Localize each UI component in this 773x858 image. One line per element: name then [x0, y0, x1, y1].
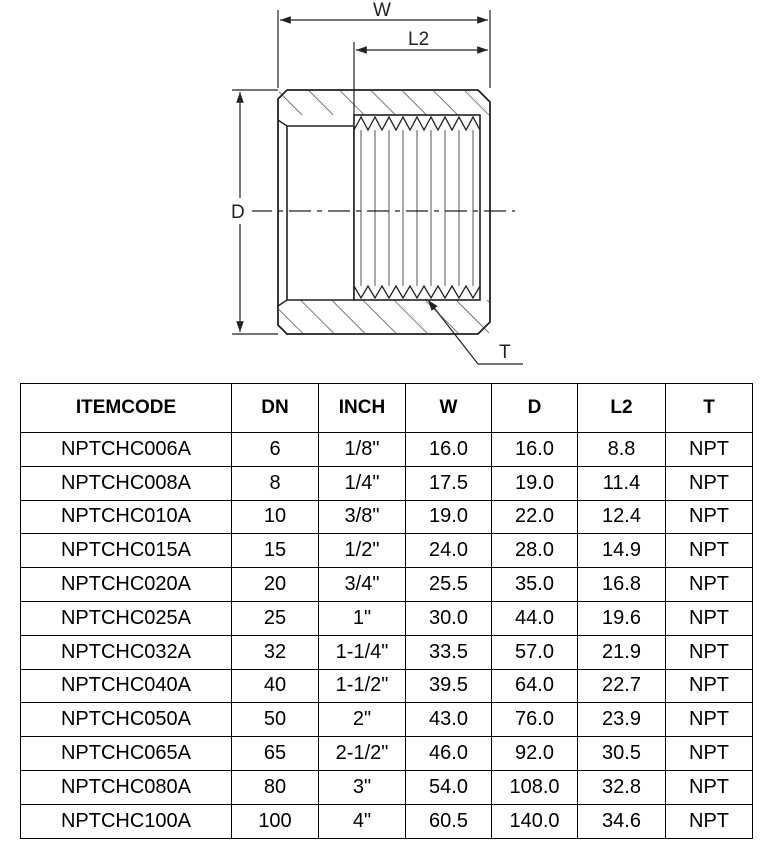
- cell-itemcode: NPTCHC065A: [21, 737, 232, 771]
- cell-inch: 4": [319, 804, 406, 838]
- cell-dn: 15: [232, 534, 319, 568]
- cell-t: NPT: [666, 500, 753, 534]
- cell-w: 46.0: [406, 737, 492, 771]
- cell-w: 30.0: [406, 601, 492, 635]
- cell-itemcode: NPTCHC010A: [21, 500, 232, 534]
- cell-t: NPT: [666, 703, 753, 737]
- specification-table: [20, 383, 753, 839]
- cell-d: 76.0: [492, 703, 578, 737]
- cell-d: 64.0: [492, 669, 578, 703]
- cell-l2: 19.6: [578, 601, 666, 635]
- cell-l2: 14.9: [578, 534, 666, 568]
- cell-w: 24.0: [406, 534, 492, 568]
- header-dn: DN: [232, 384, 319, 433]
- cell-inch: 1": [319, 601, 406, 635]
- cell-l2: 34.6: [578, 804, 666, 838]
- cell-l2: 22.7: [578, 669, 666, 703]
- cell-dn: 100: [232, 804, 319, 838]
- cell-inch: 3": [319, 770, 406, 804]
- cell-d: 140.0: [492, 804, 578, 838]
- cell-inch: 2-1/2": [319, 737, 406, 771]
- cell-d: 19.0: [492, 466, 578, 500]
- table-row: [21, 770, 753, 804]
- cell-d: 57.0: [492, 635, 578, 669]
- cell-d: 92.0: [492, 737, 578, 771]
- header-itemcode: ITEMCODE: [21, 384, 232, 433]
- cell-inch: 1-1/4": [319, 635, 406, 669]
- cell-inch: 1/2": [319, 534, 406, 568]
- table-row: [21, 500, 753, 534]
- cell-dn: 40: [232, 669, 319, 703]
- d-dimension: [228, 90, 278, 334]
- cell-w: 19.0: [406, 500, 492, 534]
- cell-d: 16.0: [492, 433, 578, 467]
- cell-itemcode: NPTCHC006A: [21, 433, 232, 467]
- cell-t: NPT: [666, 601, 753, 635]
- cell-t: NPT: [666, 804, 753, 838]
- cell-w: 39.5: [406, 669, 492, 703]
- cell-d: 22.0: [492, 500, 578, 534]
- cell-itemcode: NPTCHC080A: [21, 770, 232, 804]
- cell-t: NPT: [666, 669, 753, 703]
- cap-body: [278, 90, 490, 334]
- table-header-row: [21, 384, 753, 433]
- table-row: [21, 433, 753, 467]
- cell-w: 17.5: [406, 466, 492, 500]
- cell-t: NPT: [666, 737, 753, 771]
- table-row: [21, 669, 753, 703]
- cell-dn: 6: [232, 433, 319, 467]
- cell-itemcode: NPTCHC040A: [21, 669, 232, 703]
- header-l2: L2: [578, 384, 666, 433]
- cell-l2: 21.9: [578, 635, 666, 669]
- cell-dn: 32: [232, 635, 319, 669]
- table-row: [21, 804, 753, 838]
- cell-w: 60.5: [406, 804, 492, 838]
- cell-l2: 23.9: [578, 703, 666, 737]
- w-label: W: [373, 0, 391, 21]
- table-row: [21, 635, 753, 669]
- cell-t: NPT: [666, 466, 753, 500]
- cell-w: 16.0: [406, 433, 492, 467]
- cell-l2: 8.8: [578, 433, 666, 467]
- table-row: [21, 466, 753, 500]
- cell-l2: 32.8: [578, 770, 666, 804]
- cell-dn: 8: [232, 466, 319, 500]
- cell-itemcode: NPTCHC100A: [21, 804, 232, 838]
- cell-t: NPT: [666, 568, 753, 602]
- cell-w: 25.5: [406, 568, 492, 602]
- cell-t: NPT: [666, 433, 753, 467]
- cell-t: NPT: [666, 770, 753, 804]
- cell-d: 35.0: [492, 568, 578, 602]
- cell-w: 43.0: [406, 703, 492, 737]
- cell-d: 108.0: [492, 770, 578, 804]
- cell-d: 44.0: [492, 601, 578, 635]
- cell-dn: 25: [232, 601, 319, 635]
- table-row: [21, 568, 753, 602]
- cell-l2: 12.4: [578, 500, 666, 534]
- cell-inch: 1/8": [319, 433, 406, 467]
- t-label: T: [499, 342, 511, 363]
- cell-itemcode: NPTCHC008A: [21, 466, 232, 500]
- header-d: D: [492, 384, 578, 433]
- cell-l2: 30.5: [578, 737, 666, 771]
- cell-d: 28.0: [492, 534, 578, 568]
- cell-w: 54.0: [406, 770, 492, 804]
- cell-inch: 2": [319, 703, 406, 737]
- cell-dn: 20: [232, 568, 319, 602]
- l2-label: L2: [408, 29, 430, 50]
- cell-inch: 3/4": [319, 568, 406, 602]
- cell-inch: 3/8": [319, 500, 406, 534]
- cell-dn: 10: [232, 500, 319, 534]
- pipe-cap-technical-drawing: [0, 0, 773, 382]
- table-row: [21, 737, 753, 771]
- cell-dn: 50: [232, 703, 319, 737]
- cell-itemcode: NPTCHC050A: [21, 703, 232, 737]
- cell-l2: 11.4: [578, 466, 666, 500]
- table-body: [21, 433, 753, 839]
- header-w: W: [406, 384, 492, 433]
- cell-itemcode: NPTCHC025A: [21, 601, 232, 635]
- header-inch: INCH: [319, 384, 406, 433]
- cell-inch: 1-1/2": [319, 669, 406, 703]
- table-row: [21, 601, 753, 635]
- cell-itemcode: NPTCHC015A: [21, 534, 232, 568]
- cell-l2: 16.8: [578, 568, 666, 602]
- cell-itemcode: NPTCHC020A: [21, 568, 232, 602]
- cell-w: 33.5: [406, 635, 492, 669]
- cell-itemcode: NPTCHC032A: [21, 635, 232, 669]
- cell-t: NPT: [666, 635, 753, 669]
- cell-t: NPT: [666, 534, 753, 568]
- cell-dn: 80: [232, 770, 319, 804]
- d-label: D: [231, 202, 245, 223]
- cell-inch: 1/4": [319, 466, 406, 500]
- w-dimension: [278, 0, 490, 88]
- table-row: [21, 534, 753, 568]
- table-row: [21, 703, 753, 737]
- header-t: T: [666, 384, 753, 433]
- cell-dn: 65: [232, 737, 319, 771]
